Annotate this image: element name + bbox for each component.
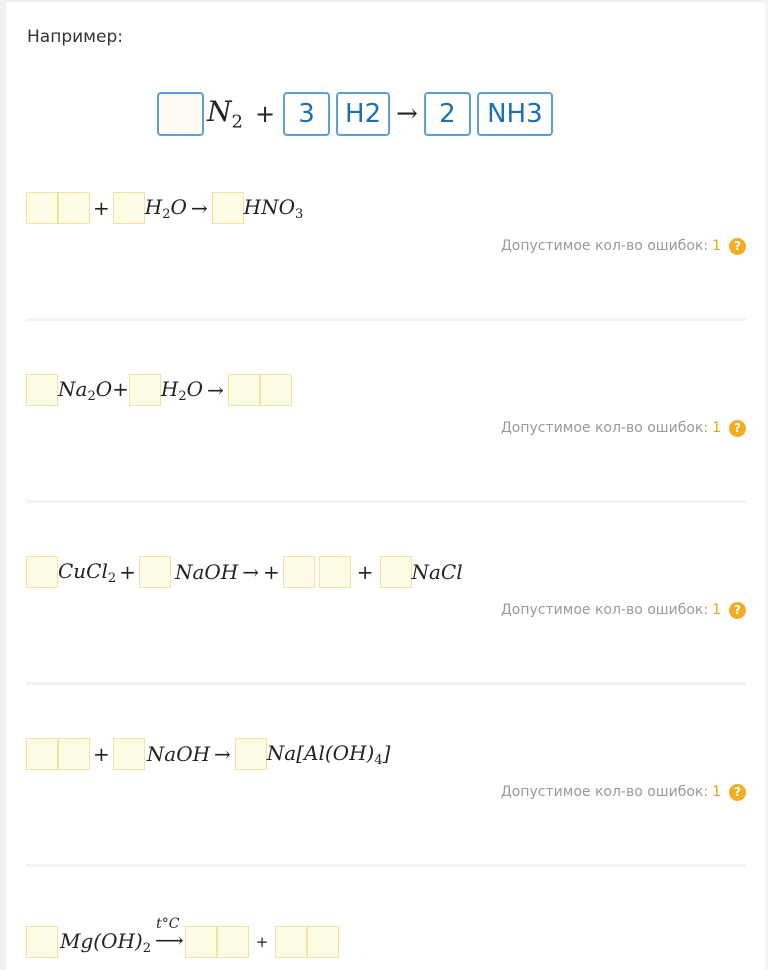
answer-slot[interactable]	[235, 738, 267, 770]
answer-slot[interactable]	[26, 926, 58, 958]
equation-2	[26, 374, 292, 406]
plus-sign: +	[93, 196, 110, 220]
frame-left	[0, 0, 6, 970]
formula-h2o	[145, 195, 187, 222]
example-answer-1: 3	[283, 92, 330, 136]
formula-mgoh2	[60, 929, 151, 956]
reaction-arrow: →	[214, 742, 231, 766]
example-equation	[157, 91, 553, 137]
answer-slot[interactable]	[260, 374, 292, 406]
answer-slot[interactable]	[139, 556, 171, 588]
formula-text: O	[186, 376, 204, 401]
plus-sign: +	[93, 742, 110, 766]
answer-slot[interactable]	[58, 738, 90, 770]
divider	[26, 500, 746, 503]
answer-slot[interactable]	[113, 192, 145, 224]
formula-sub: 3	[295, 206, 304, 222]
formula-text: CuCl	[58, 558, 108, 583]
formula-text: H	[144, 194, 163, 219]
answer-slot[interactable]	[380, 556, 412, 588]
allowed-errors-4	[501, 782, 746, 802]
formula-sub: 2	[178, 388, 187, 404]
formula-text: Na[Al(OH)	[266, 740, 375, 765]
answer-slot[interactable]	[283, 556, 315, 588]
allowed-errors-label: Допустимое кол-во ошибок:	[500, 784, 709, 800]
allowed-errors-label: Допустимое кол-во ошибок:	[500, 238, 709, 254]
answer-slot[interactable]	[217, 926, 249, 958]
answer-slot[interactable]	[185, 926, 217, 958]
reaction-arrow: →	[207, 378, 224, 402]
answer-slot[interactable]	[129, 374, 161, 406]
formula-naoh: NaOH	[174, 560, 239, 584]
help-icon[interactable]: ?	[729, 784, 746, 801]
example-formula-n: N	[207, 95, 232, 129]
formula-na2o	[58, 377, 129, 404]
example-formula-sub: 2	[231, 111, 243, 133]
help-icon[interactable]: ?	[729, 602, 746, 619]
example-plus: +	[254, 100, 276, 128]
reaction-arrow: →	[242, 560, 259, 584]
long-arrow: ⟶	[155, 928, 181, 952]
plus-sign: +	[255, 933, 269, 951]
allowed-errors-1	[501, 236, 746, 256]
formula-text: ]	[382, 740, 391, 765]
formula-text: H	[160, 376, 179, 401]
answer-slot[interactable]	[275, 926, 307, 958]
answer-slot[interactable]	[26, 556, 58, 588]
answer-slot[interactable]	[307, 926, 339, 958]
formula-cucl2	[58, 559, 116, 586]
help-icon[interactable]: ?	[729, 238, 746, 255]
allowed-errors-count: 1	[712, 602, 721, 618]
plus-sign: +	[119, 560, 136, 584]
divider	[26, 318, 746, 321]
equation-1	[26, 192, 303, 224]
formula-sub: 2	[87, 388, 96, 404]
example-answer-3: 2	[424, 92, 471, 136]
allowed-errors-count: 1	[712, 784, 721, 800]
heat-condition: t°C	[156, 916, 180, 932]
equation-4	[26, 738, 390, 770]
formula-sub: 2	[162, 206, 171, 222]
formula-sub: 4	[374, 752, 383, 768]
formula-text: O	[170, 194, 187, 219]
formula-hno3	[244, 195, 304, 222]
allowed-errors-count: 1	[712, 420, 721, 436]
equation-5	[26, 916, 339, 958]
formula-na-al-oh4	[267, 741, 391, 768]
formula-text: Mg(OH)	[60, 928, 143, 953]
equation-3	[26, 556, 463, 588]
divider	[26, 682, 746, 685]
example-label: Например:	[27, 27, 123, 47]
plus-sign: +	[262, 560, 280, 584]
formula-text: Na	[58, 376, 88, 401]
example-arrow: →	[396, 99, 418, 129]
allowed-errors-count: 1	[712, 238, 721, 254]
formula-sub: 2	[142, 940, 152, 956]
formula-sub: 2	[107, 570, 117, 586]
example-formula	[207, 95, 243, 133]
formula-text: HNO	[243, 194, 296, 219]
plus-sign: +	[356, 560, 374, 584]
answer-slot[interactable]	[228, 374, 260, 406]
reaction-arrow: →	[190, 196, 208, 220]
answer-slot[interactable]	[58, 192, 90, 224]
formula-naoh: NaOH	[146, 742, 211, 766]
allowed-errors-2	[501, 418, 746, 438]
allowed-errors-3	[501, 600, 746, 620]
allowed-errors-label: Допустимое кол-во ошибок:	[500, 602, 709, 618]
frame-top	[0, 0, 768, 2]
help-icon[interactable]: ?	[729, 420, 746, 437]
formula-text: O+	[95, 376, 129, 401]
allowed-errors-label: Допустимое кол-во ошибок:	[500, 420, 709, 436]
formula-h2o	[161, 377, 203, 404]
heat-arrow	[155, 916, 181, 952]
answer-slot[interactable]	[26, 374, 58, 406]
answer-slot[interactable]	[26, 738, 58, 770]
answer-slot[interactable]	[319, 556, 351, 588]
formula-nacl: NaCl	[411, 560, 463, 584]
example-coefficient-empty	[157, 92, 204, 136]
answer-slot[interactable]	[26, 192, 58, 224]
answer-slot[interactable]	[113, 738, 145, 770]
example-answer-4: NH3	[477, 92, 553, 136]
divider	[26, 864, 746, 867]
example-answer-2: H2	[336, 92, 390, 136]
answer-slot[interactable]	[212, 192, 244, 224]
